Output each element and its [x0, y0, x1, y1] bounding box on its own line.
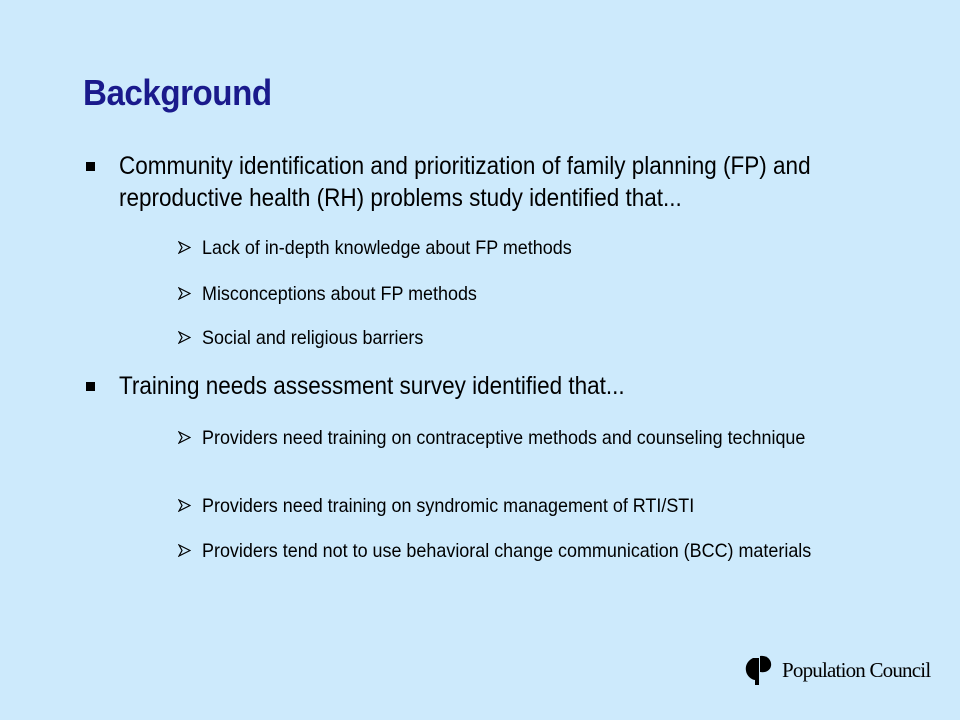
population-council-logo-icon	[744, 652, 774, 686]
logo-text: Population Council	[782, 658, 931, 682]
slide-title: Background	[83, 72, 272, 113]
sub-bullet-item	[178, 237, 878, 259]
sub-bullet-item	[178, 540, 878, 562]
arrowhead-bullet-icon	[178, 241, 191, 254]
arrowhead-bullet-icon	[178, 544, 191, 557]
arrowhead-bullet-icon	[178, 499, 191, 512]
sub-bullet-item	[178, 495, 878, 517]
arrowhead-bullet-icon	[178, 431, 191, 444]
sub-bullet-text: Lack of in-depth knowledge about FP methods	[202, 237, 572, 259]
sub-bullet-text: Providers need training on syndromic management of RTI/STI	[202, 495, 695, 517]
square-bullet-icon	[86, 382, 95, 391]
bullet-text: Training needs assessment survey identified that...	[119, 372, 625, 400]
sub-bullet-text: Providers tend not to use behavioral change communication (BCC) materials	[202, 540, 812, 562]
square-bullet-icon	[86, 162, 95, 171]
bullet-text: Community identification and prioritization of family planning (FP) and reproductive health (RH) problems study identified that...	[119, 152, 811, 212]
sub-bullet-text: Providers need training on contraceptive methods and counseling technique	[202, 427, 806, 449]
sub-bullet-item	[178, 427, 878, 449]
sub-bullet-item	[178, 327, 878, 349]
sub-bullet-text: Misconceptions about FP methods	[202, 283, 477, 305]
sub-bullet-text: Social and religious barriers	[202, 327, 424, 349]
sub-bullet-item	[178, 283, 878, 305]
bullet-item	[83, 370, 883, 402]
bullet-item	[83, 150, 883, 214]
population-council-logo	[744, 652, 931, 688]
arrowhead-bullet-icon	[178, 287, 191, 300]
arrowhead-bullet-icon	[178, 331, 191, 344]
